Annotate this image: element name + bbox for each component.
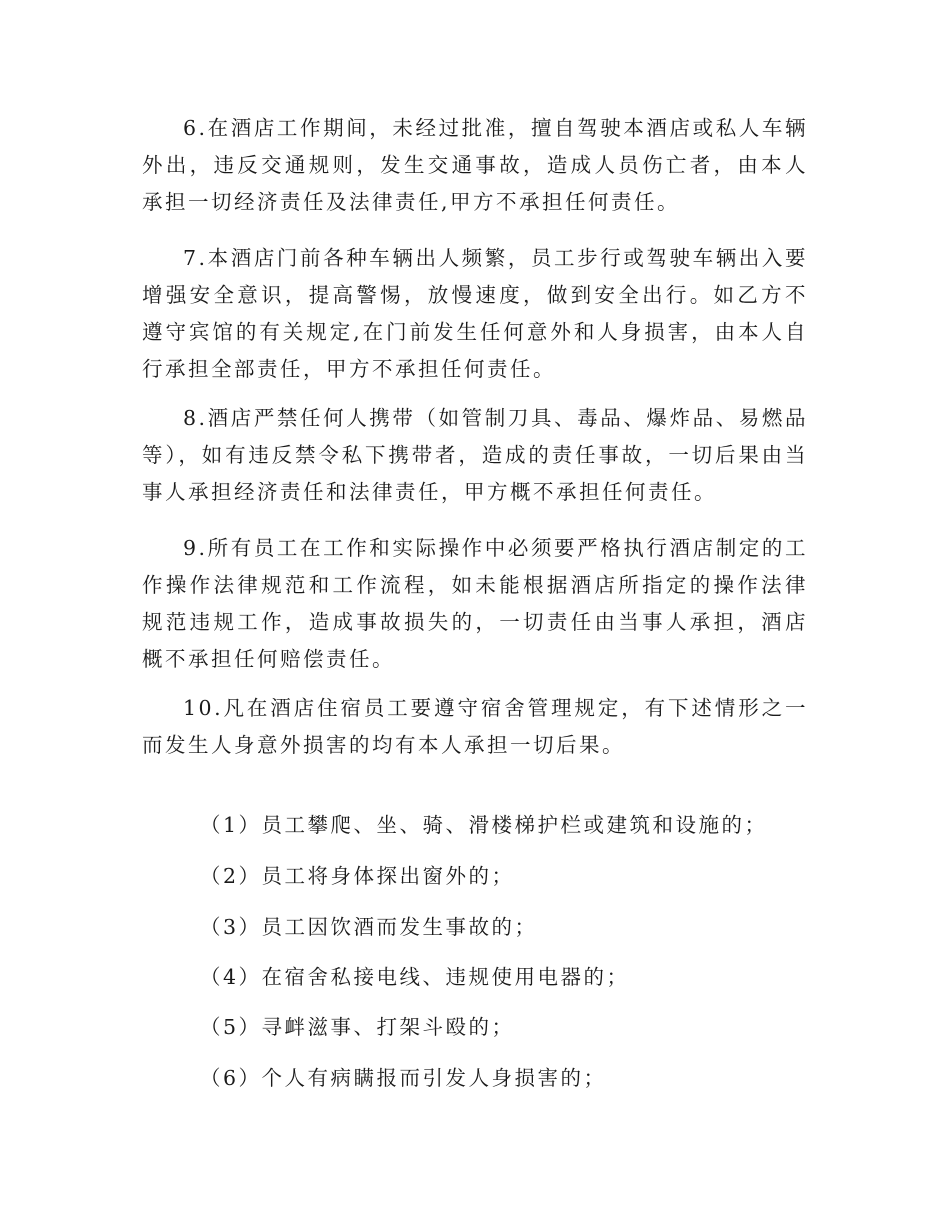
- clause-8-paragraph: 8.酒店严禁任何人携带（如管制刀具、毒品、爆炸品、易燃品等），如有违反禁令私下携带者，造成的责任事故，一切后果由当事人承担经济责任和法律责任，甲方概不承担任何责任。: [142, 406, 808, 504]
- list-item: （2）员工将身体探出窗外的；: [200, 864, 515, 888]
- list-item: （3）员工因饮酒而发生事故的；: [200, 915, 538, 939]
- list-item: （5）寻衅滋事、打架斗殴的；: [200, 1015, 515, 1039]
- list-item: （4）在宿舍私接电线、违规使用电器的；: [200, 965, 630, 989]
- list-item: （6）个人有病瞒报而引发人身损害的；: [200, 1066, 607, 1090]
- list-item: （1）员工攀爬、坐、骑、滑楼梯护栏或建筑和设施的；: [200, 813, 768, 837]
- clause-9-paragraph: 9.所有员工在工作和实际操作中必须要严格执行酒店制定的工作操作法律规范和工作流程，如未能根据酒店所指定的操作法律规范违规工作，造成事故损失的，一切责任由当事人承担，酒店概不承担任何赔偿责任。: [142, 536, 808, 671]
- clause-6-paragraph: 6.在酒店工作期间，未经过批准，擅自驾驶本酒店或私人车辆外出，违反交通规则，发生交通事故，造成人员伤亡者，由本人承担一切经济责任及法律责任,甲方不承担任何责任。: [142, 116, 808, 214]
- clause-10-paragraph: 10.凡在酒店住宿员工要遵守宿舍管理规定，有下述情形之一而发生人身意外损害的均有本人承担一切后果。: [142, 696, 808, 757]
- clause-7-paragraph: 7.本酒店门前各种车辆出人频繁，员工步行或驾驶车辆出入要增强安全意识，提高警惕，放慢速度，做到安全出行。如乙方不遵守宾馆的有关规定,在门前发生任何意外和人身损害，由本人自行承担全部责任，甲方不承担任何责任。: [142, 246, 808, 381]
